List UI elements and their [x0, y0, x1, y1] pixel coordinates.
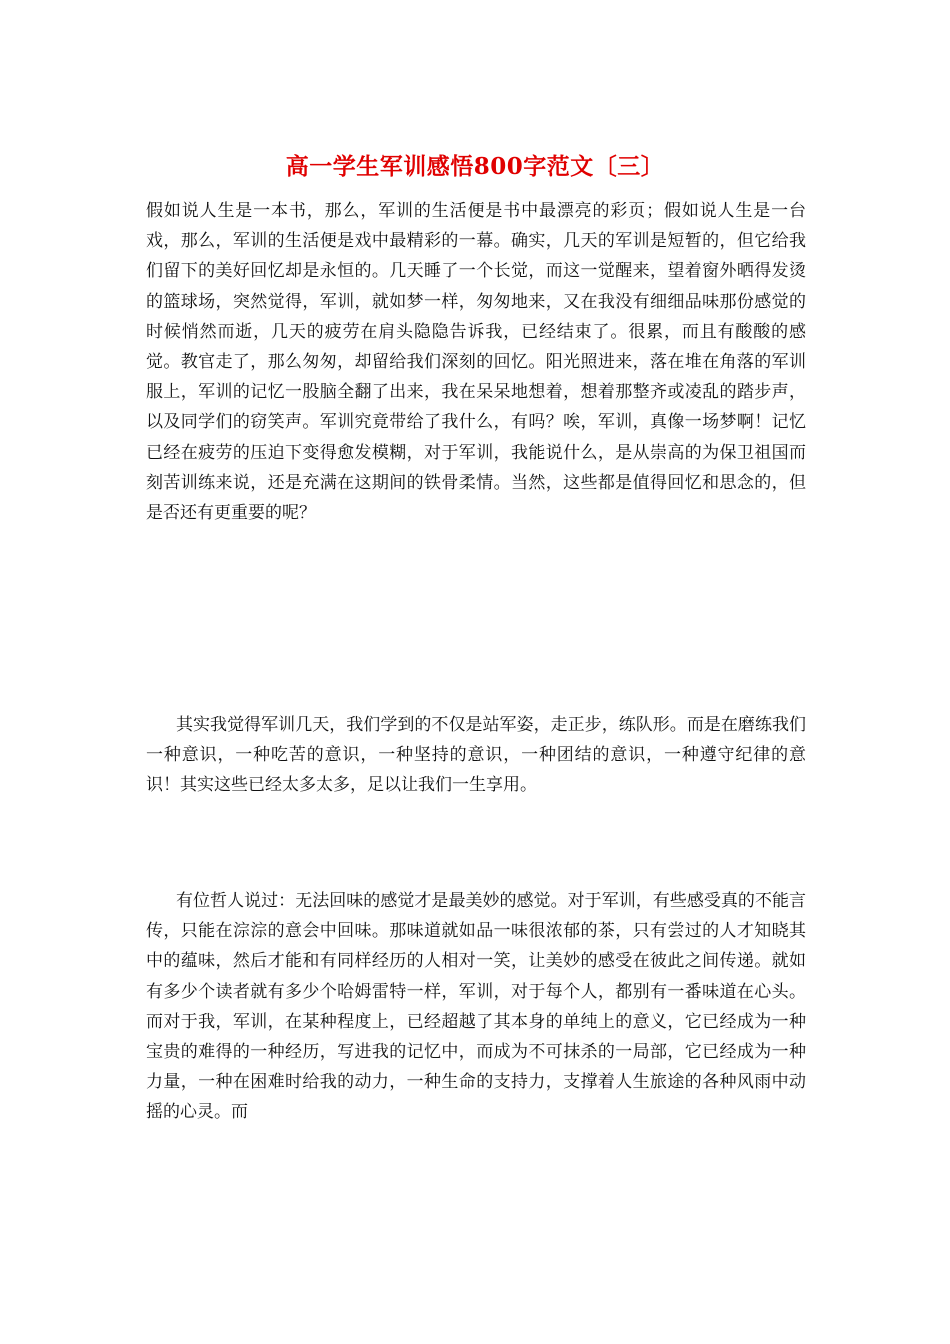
document-title: 高一学生军训感悟800字范文〔三〕	[285, 153, 665, 180]
paragraph-2: 其实我觉得军训几天，我们学到的不仅是站军姿，走正步，练队形。而是在磨练我们一种意识，一种吃苦的意识，一种坚持的意识，一种团结的意识，一种遵守纪律的意识！其实这些已经太多太多，足以让我们一生享用。	[146, 715, 806, 796]
paragraph-1: 假如说人生是一本书，那么，军训的生活便是书中最漂亮的彩页；假如说人生是一台戏，那么，军训的生活便是戏中最精彩的一幕。确实，几天的军训是短暂的，但它给我们留下的美好回忆却是永恒的。几天睡了一个长觉，而这一觉醒来，望着窗外晒得发烫的篮球场，突然觉得，军训，就如梦一样，匆匆地来，又在我没有细细品味那份感觉的时候悄然而逝，几天的疲劳在肩头隐隐告诉我，已经结束了。很累，而且有酸酸的感觉。教官走了，那么匆匆，却留给我们深刻的回忆。阳光照进来，落在堆在角落的军训服上，军训的记忆一股脑全翻了出来，我在呆呆地想着，想着那整齐或凌乱的踏步声，以及同学们的窃笑声。军训究竟带给了我什么，有吗？唉，军训，真像一场梦啊！记忆已经在疲劳的压迫下变得愈发模糊，对于军训，我能说什么，是从崇高的为保卫祖国而刻苦训练来说，还是充满在这期间的铁骨柔情。当然，这些都是值得回忆和思念的，但是否还有更重要的呢？	[146, 201, 806, 524]
paragraph-3: 有位哲人说过：无法回味的感觉才是最美妙的感觉。对于军训，有些感受真的不能言传，只能在淙淙的意会中回味。那味道就如品一味很浓郁的茶，只有尝过的人才知晓其中的蕴味，然后才能和有同样经历的人相对一笑，让美妙的感受在彼此之间传递。就如有多少个读者就有多少个哈姆雷特一样，军训，对于每个人，都别有一番味道在心头。而对于我，军训，在某种程度上，已经超越了其本身的单纯上的意义，它已经成为一种宝贵的难得的一种经历，写进我的记忆中，而成为不可抹杀的一局部，它已经成为一种力量，一种在困难时给我的动力，一种生命的支持力，支撑着人生旅途的各种风雨中动摇的心灵。而	[146, 891, 806, 1123]
